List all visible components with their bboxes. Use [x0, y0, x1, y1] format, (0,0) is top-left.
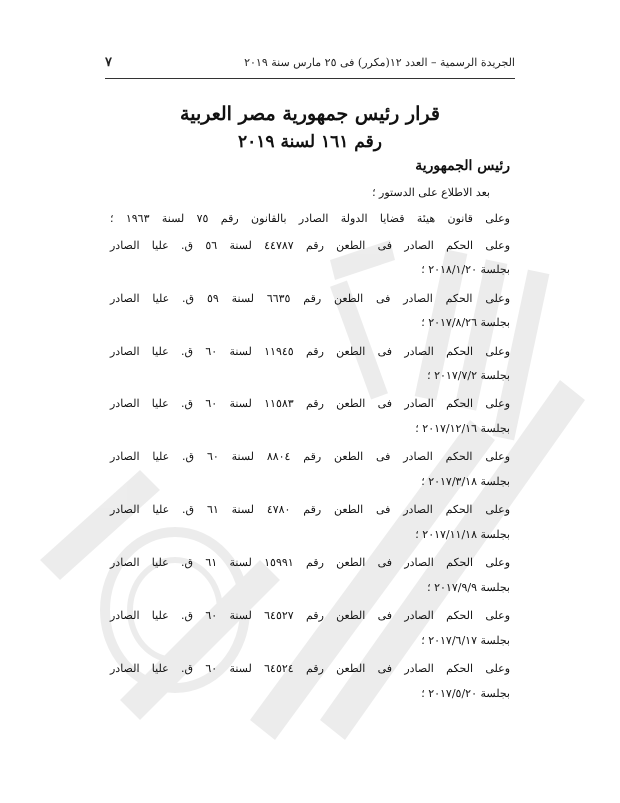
body-line: وعلى الحكم الصادر فى الطعن رقم ٨٨٠٤ لسنة ٦٠ ق. عليا الصادر: [110, 450, 511, 463]
body-line: وعلى الحكم الصادر فى الطعن رقم ٦٤٥٢٧ لسنة ٦٠ ق. عليا الصادر: [110, 609, 511, 622]
body-line: وعلى الحكم الصادر فى الطعن رقم ١٥٩٩١ لسنة ٦١ ق. عليا الصادر: [110, 556, 511, 569]
body-line: بجلسة ٢٠١٧/٩/٩ ؛: [427, 581, 510, 594]
body-line: بجلسة ٢٠١٨/١/٢٠ ؛: [421, 263, 510, 276]
body-line: وعلى قانون هيئة قضايا الدولة الصادر بالقانون رقم ٧٥ لسنة ١٩٦٣ ؛: [110, 212, 510, 225]
body-line: بجلسة ٢٠١٧/٨/٢٦ ؛: [421, 316, 510, 329]
body-line: بجلسة ٢٠١٧/١١/١٨ ؛: [415, 528, 510, 541]
body-line: وعلى الحكم الصادر فى الطعن رقم ١١٥٨٣ لسنة ٦٠ ق. عليا الصادر: [110, 397, 511, 410]
body-line: بجلسة ٢٠١٧/٣/١٨ ؛: [421, 475, 510, 488]
gazette-header: [105, 55, 515, 70]
body-line: وعلى الحكم الصادر فى الطعن رقم ٤٧٨٠ لسنة ٦١ ق. عليا الصادر: [110, 503, 511, 516]
body-line: وعلى الحكم الصادر فى الطعن رقم ٦٤٥٢٤ لسنة ٦٠ ق. عليا الصادر: [110, 662, 511, 675]
body-line: وعلى الحكم الصادر فى الطعن رقم ١١٩٤٥ لسنة ٦٠ ق. عليا الصادر: [110, 345, 511, 358]
body-line: وعلى الحكم الصادر فى الطعن رقم ٤٤٧٨٧ لسنة ٥٦ ق. عليا الصادر: [110, 239, 511, 252]
gazette-header-text: الجريدة الرسمية – العدد ١٢(مكرر) فى ٢٥ مارس سنة ٢٠١٩: [244, 56, 515, 69]
decree-title: قرار رئيس جمهورية مصر العربية: [180, 103, 440, 125]
body-line: بجلسة ٢٠١٧/٧/٢ ؛: [427, 369, 510, 382]
decree-number: رقم ١٦١ لسنة ٢٠١٩: [238, 132, 382, 152]
page-number: ٧: [105, 55, 112, 70]
header-divider: [105, 78, 515, 79]
body-line: بجلسة ٢٠١٧/٦/١٧ ؛: [421, 634, 510, 647]
body-line: وعلى الحكم الصادر فى الطعن رقم ٦٦٣٥ لسنة ٥٩ ق. عليا الصادر: [110, 292, 511, 305]
president-heading: رئيس الجمهورية: [415, 158, 510, 174]
body-line: بجلسة ٢٠١٧/٥/٢٠ ؛: [421, 687, 510, 700]
body-line: بجلسة ٢٠١٧/١٢/١٦ ؛: [415, 422, 510, 435]
body-line: بعد الاطلاع على الدستور ؛: [372, 186, 490, 199]
